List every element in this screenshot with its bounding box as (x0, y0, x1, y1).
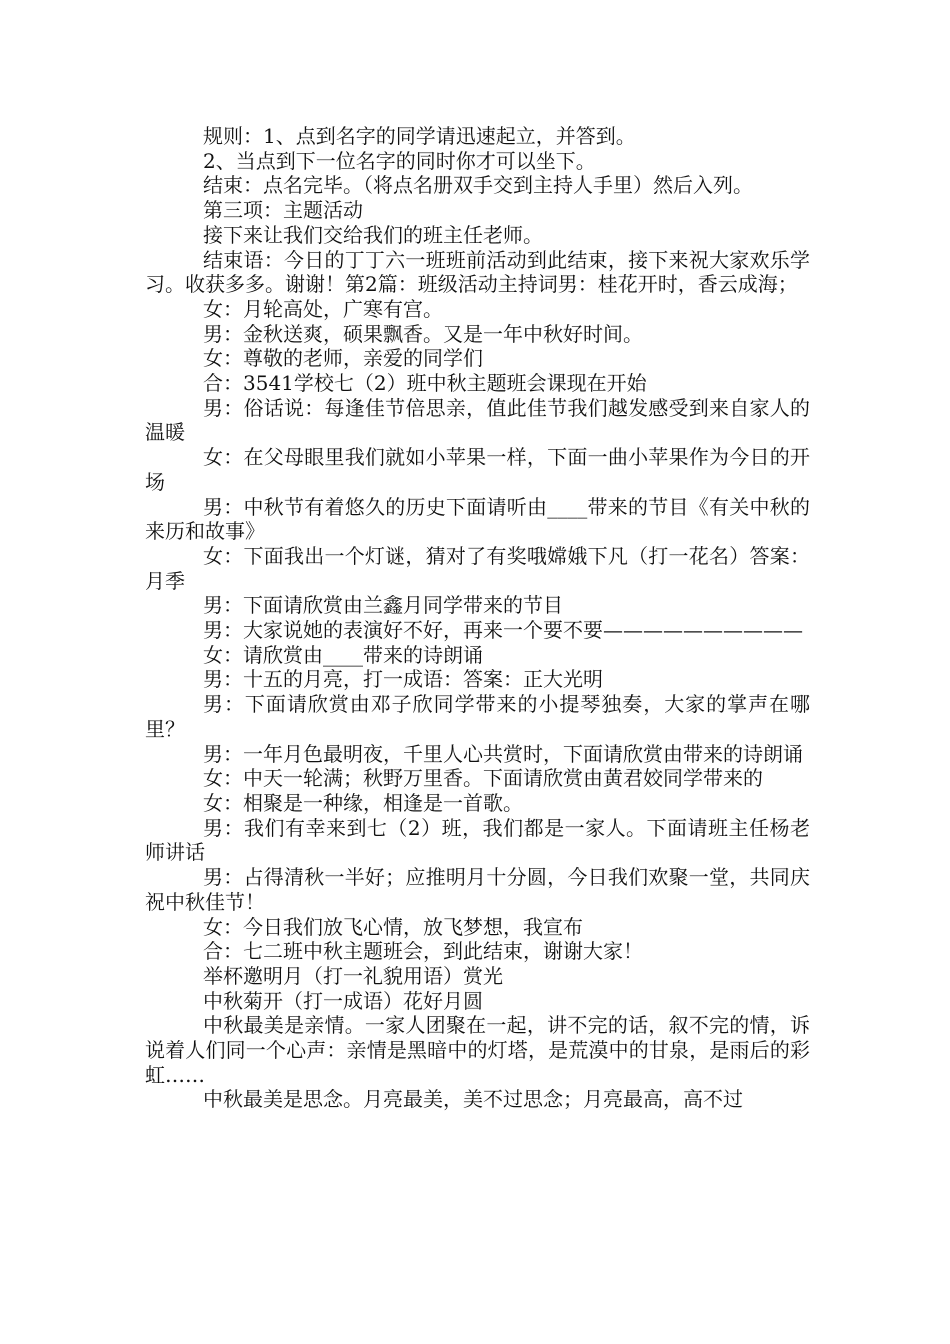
paragraph: 女：中天一轮满；秋野万里香。下面请欣赏由黄君姣同学带来的 (203, 766, 763, 791)
paragraph: 女：下面我出一个灯谜，猜对了有奖哦嫦娥下凡（打一花名）答案：月季 (145, 543, 810, 593)
paragraph: 男：金秋送爽，硕果飘香。又是一年中秋好时间。 (203, 321, 643, 346)
paragraph: 女：在父母眼里我们就如小苹果一样，下面一曲小苹果作为今日的开场 (145, 445, 810, 494)
paragraph: 男：我们有幸来到七（2）班，我们都是一家人。下面请班主任杨老师讲话 (145, 815, 810, 865)
paragraph: 中秋最美是亲情。一家人团聚在一起，讲不完的话，叙不完的情，诉说着人们同一个心声：亲情是黑暗中的灯塔，是荒漠中的甘泉，是雨后的彩虹…… (145, 1013, 810, 1087)
paragraph: 2、当点到下一位名字的同时你才可以坐下。 (203, 148, 596, 173)
document-body (145, 124, 810, 1112)
paragraph: 接下来让我们交给我们的班主任老师。 (203, 222, 543, 247)
paragraph: 女：尊敬的老师，亲爱的同学们 (203, 346, 483, 371)
paragraph: 合：3541学校七（2）班中秋主题班会课现在开始 (203, 371, 647, 396)
paragraph: 男：下面请欣赏由兰鑫月同学带来的节目 (203, 593, 563, 618)
paragraph: 男：占得清秋一半好；应推明月十分圆，今日我们欢聚一堂，共同庆祝中秋佳节！ (145, 865, 810, 914)
paragraph: 合：七二班中秋主题班会，到此结束，谢谢大家！ (203, 939, 643, 964)
paragraph: 女：月轮高处，广寒有宫。 (203, 296, 443, 321)
paragraph: 男：中秋节有着悠久的历史下面请听由____带来的节目《有关中秋的来历和故事》 (145, 494, 810, 544)
paragraph: 女：相聚是一种缘，相逢是一首歌。 (203, 790, 523, 815)
paragraph: 举杯邀明月（打一礼貌用语）赏光 (203, 963, 503, 988)
paragraph: 中秋最美是思念。月亮最美，美不过思念；月亮最高，高不过 (203, 1087, 743, 1112)
paragraph: 男：下面请欣赏由邓子欣同学带来的小提琴独奏，大家的掌声在哪里？ (145, 692, 810, 741)
paragraph: 中秋菊开（打一成语）花好月圆 (203, 988, 483, 1013)
paragraph: 结束：点名完毕。（将点名册双手交到主持人手里）然后入列。 (203, 173, 753, 198)
paragraph: 女：今日我们放飞心情，放飞梦想，我宣布 (203, 914, 583, 939)
paragraph: 男：大家说她的表演好不好，再来一个要不要—————————— (203, 618, 803, 643)
paragraph: 女：请欣赏由____带来的诗朗诵 (203, 642, 483, 667)
paragraph: 规则：1、点到名字的同学请迅速起立，并答到。 (203, 124, 636, 148)
paragraph: 第三项：主题活动 (203, 198, 363, 223)
paragraph: 男：一年月色最明夜，千里人心共赏时，下面请欣赏由带来的诗朗诵 (203, 741, 803, 766)
paragraph: 男：十五的月亮，打一成语：答案：正大光明 (203, 667, 603, 692)
paragraph: 结束语：今日的丁丁六一班班前活动到此结束，接下来祝大家欢乐学习。收获多多。谢谢！第2篇：班级活动主持词男：桂花开时，香云成海； (145, 247, 810, 297)
paragraph: 男：俗话说：每逢佳节倍思亲，值此佳节我们越发感受到来自家人的温暖 (145, 395, 810, 445)
